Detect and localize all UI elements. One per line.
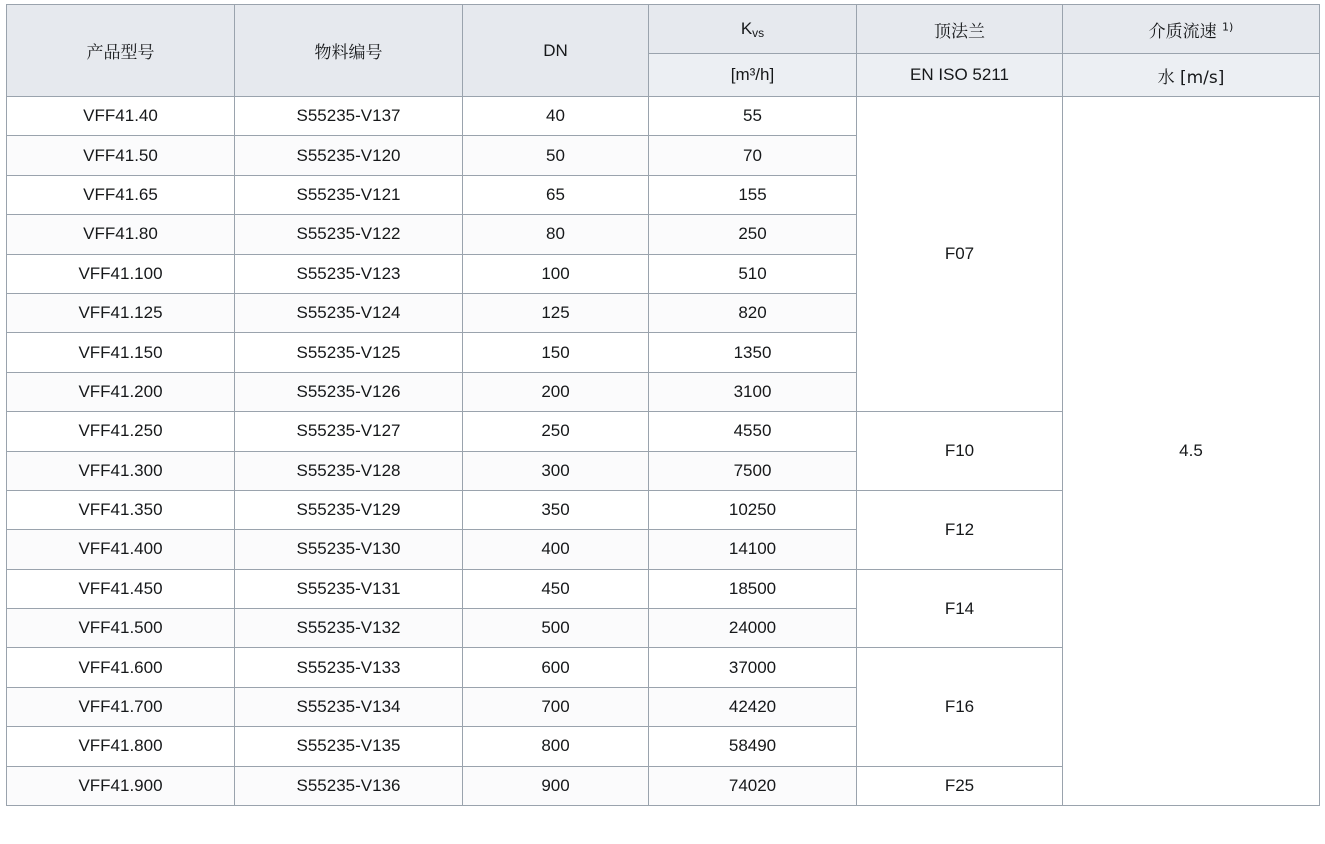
cell-dn: 800 (463, 727, 649, 766)
kvs-label: K (740, 19, 753, 38)
cell-kvs: 510 (649, 254, 857, 293)
cell-dn: 200 (463, 372, 649, 411)
cell-model: VFF41.80 (7, 215, 235, 254)
cell-flange: F25 (857, 766, 1063, 805)
cell-model: VFF41.350 (7, 490, 235, 529)
cell-material: S55235-V135 (235, 727, 463, 766)
cell-material: S55235-V129 (235, 490, 463, 529)
cell-dn: 40 (463, 97, 649, 136)
cell-material: S55235-V134 (235, 687, 463, 726)
cell-model: VFF41.150 (7, 333, 235, 372)
velocity-unit-label: [m/s] (1179, 67, 1225, 88)
cell-dn: 150 (463, 333, 649, 372)
cell-material: S55235-V121 (235, 175, 463, 214)
cell-kvs: 37000 (649, 648, 857, 687)
cell-kvs: 24000 (649, 609, 857, 648)
cell-material: S55235-V133 (235, 648, 463, 687)
cell-dn: 500 (463, 609, 649, 648)
cell-material: S55235-V136 (235, 766, 463, 805)
cell-model: VFF41.700 (7, 687, 235, 726)
cell-material: S55235-V131 (235, 569, 463, 608)
cell-kvs: 14100 (649, 530, 857, 569)
cell-material: S55235-V127 (235, 412, 463, 451)
cell-kvs: 55 (649, 97, 857, 136)
cell-kvs: 70 (649, 136, 857, 175)
column-header-kvs (649, 5, 857, 54)
cell-material: S55235-V125 (235, 333, 463, 372)
cell-flange: F07 (857, 97, 1063, 412)
cell-material: S55235-V128 (235, 451, 463, 490)
cell-model: VFF41.900 (7, 766, 235, 805)
velocity-label: 介质流速 (1148, 21, 1217, 42)
column-header-dn: DN (463, 5, 649, 97)
cell-kvs: 42420 (649, 687, 857, 726)
cell-material: S55235-V123 (235, 254, 463, 293)
cell-flange: F12 (857, 490, 1063, 569)
cell-model: VFF41.400 (7, 530, 235, 569)
cell-dn: 250 (463, 412, 649, 451)
table-header (7, 5, 1320, 97)
cell-dn: 125 (463, 293, 649, 332)
cell-dn: 900 (463, 766, 649, 805)
cell-kvs: 250 (649, 215, 857, 254)
cell-dn: 300 (463, 451, 649, 490)
table-row (7, 97, 1320, 136)
cell-material: S55235-V126 (235, 372, 463, 411)
cell-flange: F10 (857, 412, 1063, 491)
cell-flange: F16 (857, 648, 1063, 766)
cell-kvs: 18500 (649, 569, 857, 608)
cell-dn: 100 (463, 254, 649, 293)
column-subheader-flange-standard: EN ISO 5211 (857, 54, 1063, 97)
cell-dn: 600 (463, 648, 649, 687)
cell-material: S55235-V132 (235, 609, 463, 648)
cell-model: VFF41.300 (7, 451, 235, 490)
cell-dn: 350 (463, 490, 649, 529)
cell-kvs: 820 (649, 293, 857, 332)
column-subheader-velocity-unit (1063, 54, 1320, 97)
cell-kvs: 155 (649, 175, 857, 214)
kvs-subscript: vs (752, 26, 765, 40)
cell-kvs: 74020 (649, 766, 857, 805)
cell-model: VFF41.40 (7, 97, 235, 136)
cell-dn: 65 (463, 175, 649, 214)
product-specification-table (6, 4, 1320, 806)
column-header-flange: 顶法兰 (857, 5, 1063, 54)
cell-model: VFF41.800 (7, 727, 235, 766)
cell-material: S55235-V120 (235, 136, 463, 175)
column-header-material: 物料编号 (235, 5, 463, 97)
table-body (7, 97, 1320, 806)
cell-material: S55235-V122 (235, 215, 463, 254)
column-subheader-kvs-unit: [m³/h] (649, 54, 857, 97)
column-header-velocity (1063, 5, 1320, 54)
cell-material: S55235-V124 (235, 293, 463, 332)
cell-model: VFF41.50 (7, 136, 235, 175)
cell-model: VFF41.200 (7, 372, 235, 411)
cell-kvs: 10250 (649, 490, 857, 529)
cell-dn: 80 (463, 215, 649, 254)
cell-model: VFF41.250 (7, 412, 235, 451)
cell-dn: 450 (463, 569, 649, 608)
cell-model: VFF41.125 (7, 293, 235, 332)
cell-kvs: 1350 (649, 333, 857, 372)
cell-dn: 700 (463, 687, 649, 726)
cell-material: S55235-V130 (235, 530, 463, 569)
cell-dn: 50 (463, 136, 649, 175)
column-header-model: 产品型号 (7, 5, 235, 97)
cell-flange: F14 (857, 569, 1063, 648)
cell-velocity: 4.5 (1063, 97, 1320, 806)
cell-material: S55235-V137 (235, 97, 463, 136)
cell-dn: 400 (463, 530, 649, 569)
cell-model: VFF41.500 (7, 609, 235, 648)
cell-model: VFF41.65 (7, 175, 235, 214)
velocity-footnote-marker: 1) (1222, 19, 1234, 33)
velocity-medium-label: 水 (1157, 67, 1175, 88)
cell-model: VFF41.450 (7, 569, 235, 608)
cell-model: VFF41.100 (7, 254, 235, 293)
cell-kvs: 58490 (649, 727, 857, 766)
header-row-primary (7, 5, 1320, 54)
cell-kvs: 4550 (649, 412, 857, 451)
cell-kvs: 3100 (649, 372, 857, 411)
cell-model: VFF41.600 (7, 648, 235, 687)
cell-kvs: 7500 (649, 451, 857, 490)
